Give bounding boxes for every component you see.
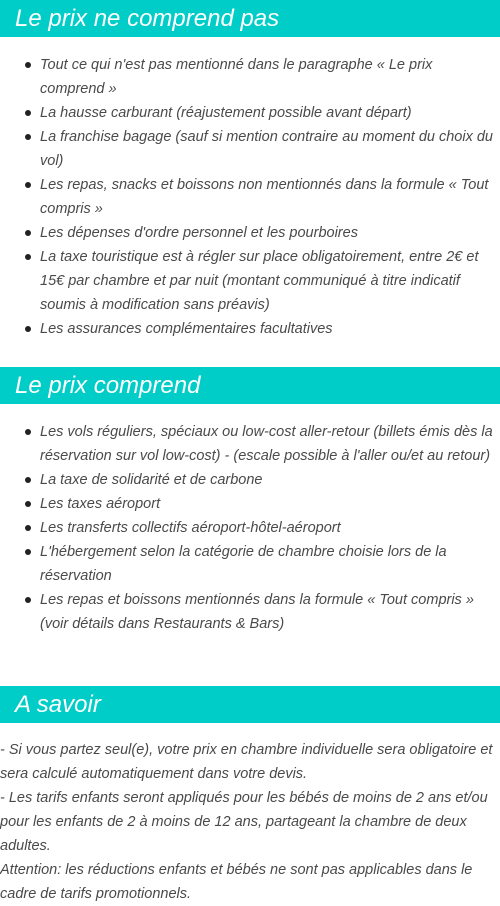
section-price-included <box>0 367 500 636</box>
list-item: Les dépenses d'ordre personnel et les pourboires <box>0 221 500 245</box>
list-item: Les assurances complémentaires facultatives <box>0 317 500 341</box>
savoir-text <box>0 738 500 906</box>
included-list <box>0 420 500 636</box>
list-item: L'hébergement selon la catégorie de chambre choisie lors de la réservation <box>0 540 500 588</box>
section-a-savoir <box>0 686 500 906</box>
list-item: Tout ce qui n'est pas mentionné dans le paragraphe « Le prix comprend » <box>0 53 500 101</box>
section-title-savoir: A savoir <box>0 686 500 723</box>
list-item: Les repas, snacks et boissons non mentionnés dans la formule « Tout compris » <box>0 173 500 221</box>
savoir-paragraph: - Les tarifs enfants seront appliqués pour les bébés de moins de 2 ans et/ou pour les enfants de 2 à moins de 12 ans, partageant la chambre de deux adultes. <box>0 790 488 854</box>
excluded-list <box>0 53 500 341</box>
list-item: Les transferts collectifs aéroport-hôtel-aéroport <box>0 516 500 540</box>
list-item: Les vols réguliers, spéciaux ou low-cost aller-retour (billets émis dès la réservation sur vol low-cost) - (escale possible à l'aller ou/et au retour) <box>0 420 500 468</box>
section-price-excluded <box>0 0 500 341</box>
list-item: La hausse carburant (réajustement possible avant départ) <box>0 101 500 125</box>
section-title-excluded: Le prix ne comprend pas <box>0 0 500 37</box>
list-item: Les repas et boissons mentionnés dans la formule « Tout compris » (voir détails dans Restaurants & Bars) <box>0 588 500 636</box>
section-title-included: Le prix comprend <box>0 367 500 404</box>
list-item: La taxe de solidarité et de carbone <box>0 468 500 492</box>
list-item: La taxe touristique est à régler sur place obligatoirement, entre 2€ et 15€ par chambre et par nuit (montant communiqué à titre indicatif soumis à modification sans préavis) <box>0 245 500 317</box>
list-item: La franchise bagage (sauf si mention contraire au moment du choix du vol) <box>0 125 500 173</box>
savoir-paragraph: - Si vous partez seul(e), votre prix en chambre individuelle sera obligatoire et sera calculé automatiquement dans votre devis. <box>0 742 493 782</box>
savoir-paragraph: Attention: les réductions enfants et bébés ne sont pas applicables dans le cadre de tarifs promotionnels. <box>0 862 473 902</box>
list-item: Les taxes aéroport <box>0 492 500 516</box>
